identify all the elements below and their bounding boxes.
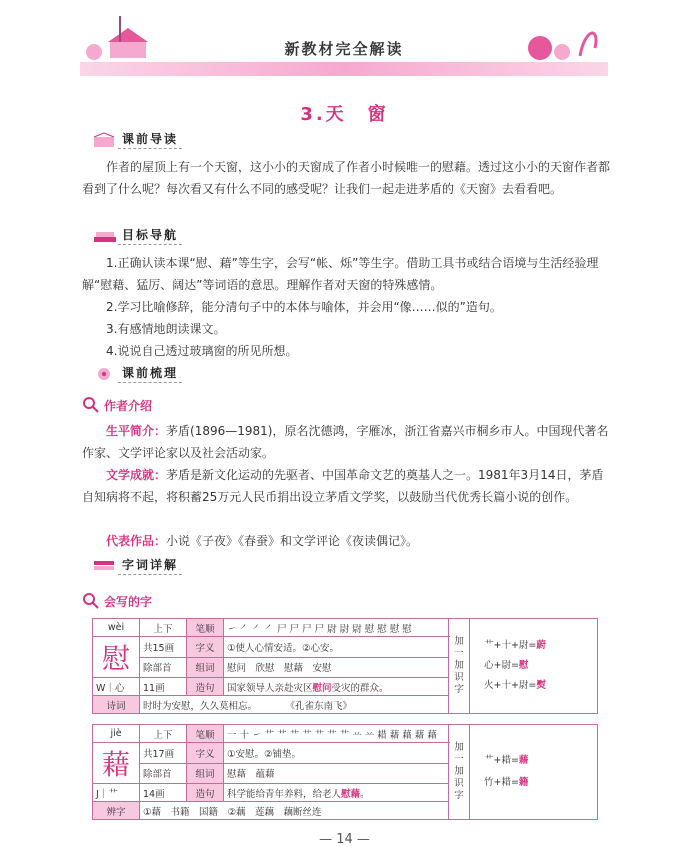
goal-text: 4.说说自己透过玻璃窗的所见所想。 (106, 344, 298, 358)
pinyin: wèi (93, 619, 140, 637)
structure: 上下 (140, 619, 187, 637)
add-item (484, 656, 594, 676)
structure: 上下 (140, 725, 187, 743)
side-char: 一 (454, 754, 464, 765)
section-preview-label: 课前导读 (118, 130, 182, 149)
words: 慰藉 蕴藉 (224, 763, 449, 784)
extra-label: 诗词 (93, 696, 140, 714)
radical-count: 11画 (140, 678, 187, 696)
add-formula: 火+十+尉= (484, 680, 537, 691)
sentence-key: 慰问 (312, 682, 332, 694)
order-label: 笔顺 (187, 619, 224, 637)
add-result: 慰 (518, 660, 529, 671)
radical-count: 14画 (140, 784, 187, 802)
side-char: 一 (454, 648, 464, 659)
add-item (484, 676, 594, 696)
sentence (224, 678, 449, 696)
index-letter: J (96, 788, 99, 800)
add-item (484, 772, 594, 794)
lesson-title: 3.天 窗 (300, 104, 389, 125)
add-list (470, 725, 598, 820)
add-formula: 心+尉= (484, 660, 519, 671)
books-icon (92, 227, 118, 245)
side-char: 字 (454, 790, 464, 801)
life-text: 茅盾(1896—1981)，原名沈德鸿，字雁冰，浙江省嘉兴市桐乡市人。中国现代著名作家、文学评论家以及社会活动家。 (82, 424, 609, 460)
meaning: ①使人心情安适。②心安。 (224, 637, 449, 658)
side-char: 识 (454, 672, 464, 683)
preview-text: 作者的屋顶上有一个天窗，这小小的天窗成了作者小时候唯一的慰藉。透过这小小的天窗作者都看到了什么呢？每次看又有什么不同的感受呢？让我们一起走进茅盾的《天窗》去看看吧。 (82, 160, 611, 196)
radical-name: 除部首 (140, 763, 187, 784)
meaning-label: 字义 (187, 637, 224, 658)
add-formula: 艹+十+尉= (484, 640, 537, 651)
add-result: 籍 (518, 777, 529, 788)
sentence-prefix: 国家领导人亲赴灾区 (227, 682, 313, 694)
header-band (80, 62, 608, 76)
index-radical: 心 (114, 682, 125, 694)
page-header (80, 8, 608, 80)
goal-text: 3.有感情地朗读课文。 (106, 322, 226, 336)
section-goals (92, 226, 182, 245)
index-letter: W (96, 682, 106, 694)
goal-item (82, 296, 612, 318)
radical-name: 除部首 (140, 657, 187, 678)
author-achievement (82, 464, 612, 508)
section-words (92, 556, 182, 575)
author-heading (82, 396, 152, 414)
index-cell: W｜心 (93, 678, 140, 696)
char-card-jie (92, 724, 598, 820)
preview-paragraph (82, 156, 612, 200)
add-result: 藉 (518, 755, 529, 766)
side-char: 加 (454, 636, 464, 647)
book-icon (92, 131, 118, 149)
sentence-label: 造句 (187, 678, 224, 696)
stroke-count: 共17画 (140, 743, 187, 764)
extra: 时时为安慰，久久莫相忘。 《孔雀东南飞》 (140, 696, 449, 714)
page-number: — 14 — (319, 832, 370, 847)
book-title: 新教材完全解读 (284, 40, 404, 58)
meaning: ①安慰。②铺垫。 (224, 743, 449, 764)
life-label: 生平简介： (106, 424, 167, 438)
side-label (449, 725, 470, 820)
meaning-label: 字义 (187, 743, 224, 764)
words-label: 组词 (187, 763, 224, 784)
sentence-suffix: 。 (360, 788, 370, 800)
magnifier-icon (82, 396, 100, 414)
section-preview (92, 130, 182, 149)
achieve-text: 茅盾是新文化运动的先驱者、中国革命文艺的奠基人之一。1981年3月14日，茅盾自知病将不起，将积蓄25万元人民币捐出设立茅盾文学奖，以鼓励当代优秀长篇小说的创作。 (82, 468, 604, 504)
works-label: 代表作品： (106, 534, 167, 548)
side-char: 字 (454, 684, 464, 695)
sentence-prefix: 科学能给青年养料，给老人 (227, 788, 342, 800)
add-list (470, 619, 598, 714)
write-heading (82, 592, 152, 610)
words: 慰问 欣慰 慰藉 安慰 (224, 657, 449, 678)
sentence (224, 784, 449, 802)
add-formula: 竹+耤= (484, 777, 519, 788)
achieve-label: 文学成就： (106, 468, 167, 482)
stroke-order: ㇀ ㇒ ㇒ ㇒ 尸 尸 尸 尸 尉 尉 尉 慰 慰 慰 慰 (224, 619, 449, 637)
section-goals-label: 目标导航 (118, 226, 182, 245)
char-card-wei (92, 618, 598, 714)
magnifier-icon (82, 592, 100, 610)
side-char: 加 (454, 742, 464, 753)
section-words-label: 字词详解 (118, 556, 182, 575)
author-life (82, 420, 612, 464)
index-radical: 艹 (108, 788, 118, 800)
add-item (484, 636, 594, 656)
add-item (484, 750, 594, 772)
goal-text: 2.学习比喻修辞，能分清句子中的本体与喻体，并会用“像……似的”造句。 (106, 300, 502, 314)
side-char: 加 (454, 766, 464, 777)
character: 藉 (93, 743, 140, 784)
stack-icon (92, 557, 118, 575)
stroke-order: 一 十 ㇀ 艹 艹 艹 艹 艹 艹 艹 䒑 䒑 耤 藉 藉 藉 藉 (224, 725, 449, 743)
add-result: 蔚 (536, 640, 546, 651)
side-char: 加 (454, 660, 464, 671)
add-result: 熨 (536, 680, 546, 691)
sentence-label: 造句 (187, 784, 224, 802)
author-heading-text: 作者介绍 (104, 398, 153, 413)
side-label (449, 619, 470, 714)
goals-list (82, 252, 612, 362)
stroke-count: 共15画 (140, 637, 187, 658)
character: 慰 (93, 637, 140, 678)
goal-text: 1.正确认读本课“慰、藉”等生字，会写“帐、烁”等生字。借助工具书或结合语境与生活经验理解“慰藉、猛厉、阔达”等词语的意思。理解作者对天窗的特殊感情。 (82, 256, 599, 292)
flower-icon (92, 365, 118, 383)
goal-item (82, 318, 612, 340)
words-label: 组词 (187, 657, 224, 678)
extra-label: 辨字 (93, 802, 140, 820)
extra: ①藉 书籍 国籍 ②藕 莲藕 藕断丝连 (140, 802, 449, 820)
author-works (82, 530, 612, 552)
section-sort (92, 364, 182, 383)
add-formula: 艹+耤= (484, 755, 519, 766)
index-cell: J｜艹 (93, 784, 140, 802)
goal-item (82, 252, 612, 296)
write-heading-text: 会写的字 (104, 594, 153, 609)
pinyin: jiè (93, 725, 140, 743)
sentence-suffix: 受灾的群众。 (331, 682, 389, 694)
section-sort-label: 课前梳理 (118, 364, 182, 383)
order-label: 笔顺 (187, 725, 224, 743)
goal-item (82, 340, 612, 362)
side-char: 识 (454, 778, 464, 789)
works-text: 小说《子夜》《春蚕》和文学评论《夜读偶记》。 (166, 534, 419, 548)
sentence-key: 慰藉 (341, 788, 361, 800)
